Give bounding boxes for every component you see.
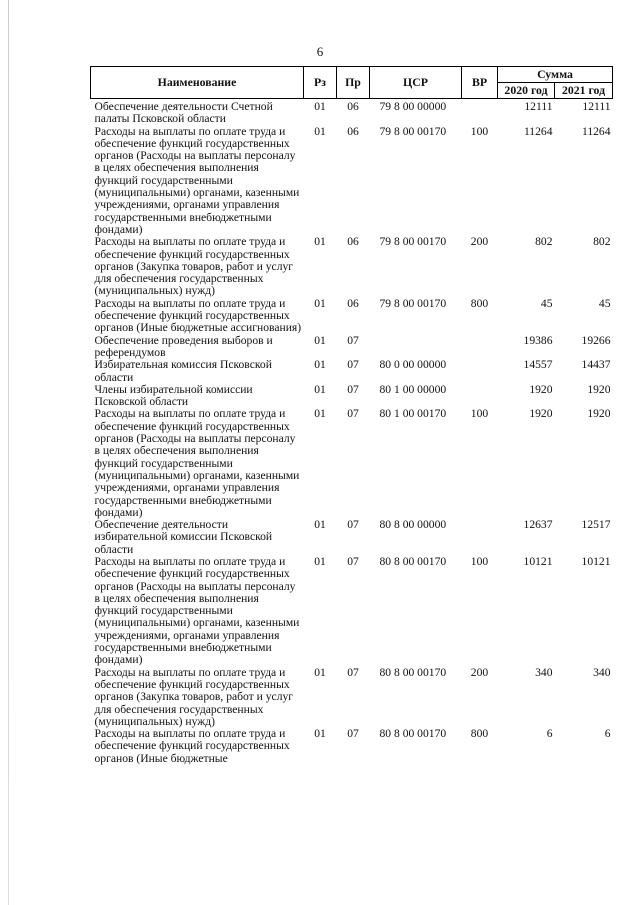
table-row bbox=[91, 359, 613, 384]
row-sum-2021: 19266 bbox=[581, 333, 611, 347]
header-2021: 2021 год bbox=[555, 83, 613, 99]
row-vr: 200 bbox=[470, 235, 489, 249]
header-sum: Сумма bbox=[498, 67, 613, 83]
scan-edge bbox=[8, 0, 9, 905]
row-name: Расходы на выплаты по оплате труда и обеспечение функций государственных органов (Закупка товаров, работ и услуг для обеспечения государственных (муниципальных) нужд) bbox=[94, 235, 294, 298]
row-csr: 80 8 00 00170 bbox=[379, 665, 447, 679]
table-row bbox=[91, 99, 613, 126]
table-row bbox=[91, 335, 613, 360]
row-vr bbox=[462, 335, 498, 360]
row-pr: 07 bbox=[347, 407, 359, 421]
row-pr: 07 bbox=[347, 518, 359, 532]
row-name: Расходы на выплаты по оплате труда и обеспечение функций государственных органов (Расходы на выплаты персоналу в целях обеспечения выполнения функций государственными (муниципальными) органами, казенными учреждениями, органами управления государственными внебюджетными фондами) bbox=[94, 124, 300, 236]
row-pr: 07 bbox=[347, 333, 359, 347]
row-sum-2020: 11264 bbox=[523, 124, 553, 138]
row-vr bbox=[462, 359, 498, 384]
row-rz: 01 bbox=[314, 100, 326, 113]
row-rz: 01 bbox=[314, 382, 326, 396]
row-pr: 06 bbox=[347, 235, 359, 249]
row-sum-2021: 10121 bbox=[581, 554, 611, 568]
row-name: Расходы на выплаты по оплате труда и обеспечение функций государственных органов (Иные бюджетные ассигнования) bbox=[94, 296, 302, 335]
row-name: Члены избирательной комиссии Псковской области bbox=[94, 382, 253, 409]
row-vr bbox=[462, 99, 498, 126]
row-rz: 01 bbox=[314, 124, 326, 138]
row-csr: 79 8 00 00170 bbox=[379, 235, 447, 249]
row-sum-2020: 1920 bbox=[529, 382, 553, 396]
row-sum-2021: 14437 bbox=[581, 358, 611, 372]
row-csr: 80 1 00 00170 bbox=[379, 407, 447, 421]
table-row bbox=[91, 236, 613, 297]
row-csr: 80 8 00 00170 bbox=[379, 554, 447, 568]
row-name: Расходы на выплаты по оплате труда и обеспечение функций государственных органов (Расходы на выплаты персоналу в целях обеспечения выполнения функций государственными (муниципальными) органами, казенными учреждениями, органами управления государственными внебюджетными фондами) bbox=[94, 407, 300, 519]
row-rz: 01 bbox=[314, 235, 326, 249]
row-name: Расходы на выплаты по оплате труда и обеспечение функций государственных органов (Закупка товаров, работ и услуг для обеспечения государственных (муниципальных) нужд) bbox=[94, 665, 294, 728]
table-row bbox=[91, 298, 613, 335]
page-number: 6 bbox=[316, 44, 324, 59]
row-rz: 01 bbox=[314, 358, 326, 372]
row-sum-2020: 12637 bbox=[523, 518, 553, 532]
row-csr bbox=[370, 335, 462, 360]
row-vr: 100 bbox=[470, 407, 489, 421]
row-pr: 07 bbox=[347, 382, 359, 396]
budget-table bbox=[90, 66, 613, 765]
header-name: Наименование bbox=[91, 67, 304, 99]
row-rz: 01 bbox=[314, 296, 326, 310]
row-rz: 01 bbox=[314, 554, 326, 568]
row-csr: 79 8 00 00170 bbox=[379, 124, 447, 138]
row-sum-2021: 1920 bbox=[587, 382, 611, 396]
row-csr: 80 8 00 00000 bbox=[379, 518, 447, 532]
row-sum-2021: 11264 bbox=[581, 124, 611, 138]
row-vr: 800 bbox=[470, 296, 489, 310]
row-sum-2021: 12111 bbox=[582, 100, 611, 113]
row-vr: 800 bbox=[470, 727, 489, 741]
row-csr: 79 8 00 00000 bbox=[379, 100, 447, 113]
row-sum-2020: 340 bbox=[535, 665, 553, 679]
row-sum-2020: 802 bbox=[535, 235, 553, 249]
row-csr: 80 0 00 00000 bbox=[379, 358, 447, 372]
row-name: Обеспечение деятельности Счетной палаты Псковской области bbox=[94, 100, 273, 126]
row-pr: 07 bbox=[347, 358, 359, 372]
table-row bbox=[91, 408, 613, 519]
row-pr: 07 bbox=[347, 665, 359, 679]
table-row bbox=[91, 126, 613, 237]
row-rz: 01 bbox=[314, 518, 326, 532]
row-name: Расходы на выплаты по оплате труда и обеспечение функций государственных органов (Расходы на выплаты персоналу в целях обеспечения выполнения функций государственными (муниципальными) органами, казенными учреждениями, органами управления государственными внебюджетными фондами) bbox=[94, 554, 300, 667]
row-sum-2020: 19386 bbox=[523, 333, 553, 347]
row-sum-2020: 1920 bbox=[529, 407, 553, 421]
table-header bbox=[91, 67, 613, 99]
header-2020: 2020 год bbox=[498, 83, 555, 99]
row-sum-2020: 14557 bbox=[523, 358, 553, 372]
row-sum-2021: 802 bbox=[593, 235, 611, 249]
row-name: Обеспечение проведения выборов и референдумов bbox=[94, 333, 273, 359]
row-rz: 01 bbox=[314, 727, 326, 741]
row-sum-2021: 1920 bbox=[587, 407, 611, 421]
row-name: Обеспечение деятельности избирательной комиссии Псковской области bbox=[94, 518, 273, 556]
row-vr: 200 bbox=[470, 665, 489, 679]
row-csr: 80 1 00 00000 bbox=[379, 382, 447, 396]
row-pr: 07 bbox=[347, 554, 359, 568]
row-sum-2021: 6 bbox=[604, 727, 611, 741]
row-name: Расходы на выплаты по оплате труда и обеспечение функций государственных органов (Иные бюджетные bbox=[94, 727, 290, 765]
row-sum-2020: 10121 bbox=[523, 554, 553, 568]
row-vr: 100 bbox=[470, 124, 489, 138]
header-csr: ЦСР bbox=[370, 67, 462, 99]
row-vr bbox=[462, 519, 498, 556]
row-rz: 01 bbox=[314, 333, 326, 347]
row-sum-2021: 340 bbox=[593, 665, 611, 679]
row-vr bbox=[462, 384, 498, 409]
header-rz: Рз bbox=[304, 67, 337, 99]
row-rz: 01 bbox=[314, 407, 326, 421]
row-pr: 06 bbox=[347, 296, 359, 310]
row-csr: 80 8 00 00170 bbox=[379, 727, 447, 741]
table-row bbox=[91, 519, 613, 556]
row-sum-2020: 45 bbox=[540, 296, 553, 310]
row-vr: 100 bbox=[470, 554, 489, 568]
row-sum-2020: 12111 bbox=[524, 100, 553, 113]
table-body bbox=[91, 99, 613, 766]
row-sum-2021: 12517 bbox=[581, 518, 611, 532]
header-vr: ВР bbox=[462, 67, 498, 99]
table-row bbox=[91, 556, 613, 667]
row-pr: 06 bbox=[347, 124, 359, 138]
row-csr: 79 8 00 00170 bbox=[379, 296, 447, 310]
table-row bbox=[91, 384, 613, 409]
row-sum-2020: 6 bbox=[546, 727, 553, 741]
row-pr: 07 bbox=[347, 727, 359, 741]
table-row bbox=[91, 667, 613, 728]
row-sum-2021: 45 bbox=[598, 296, 611, 310]
header-pr: Пр bbox=[337, 67, 370, 99]
row-pr: 06 bbox=[347, 100, 359, 113]
row-name: Избирательная комиссия Псковской области bbox=[94, 358, 272, 384]
table-row bbox=[91, 728, 613, 765]
row-rz: 01 bbox=[314, 665, 326, 679]
